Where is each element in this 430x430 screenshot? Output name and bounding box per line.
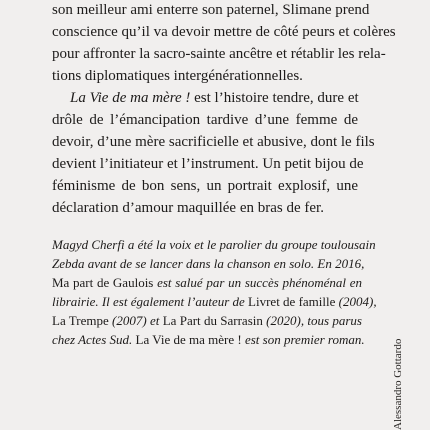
synopsis-line-3: pour affronter la sacro-sainte ancêtre et rétablir les rela- [52,46,386,62]
synopsis-line-5 [52,88,358,108]
bio-line-3-text: est salué par un succès phénoménal en [153,275,362,290]
bio-line-4 [52,293,377,310]
synopsis-line-1: son meilleur ami enterre son paternel, Slimane prend [52,2,370,18]
bio-book-sarrasin: La Part du Sarrasin [162,313,263,328]
synopsis-line-10: déclaration d’amour maquillée en bras de fer. [52,200,324,216]
book-title: La Vie de ma mère ! [70,90,191,106]
bio-line-3 [52,274,362,291]
bio-book-gaulois: Ma part de Gaulois [52,275,154,290]
bio-line-5 [52,312,362,329]
bio-line-6 [52,331,365,348]
bio-line-6-text: chez Actes Sud. [52,332,136,347]
bio-line-2: Zebda avant de se lancer dans la chanson en solo. En 2016, [52,256,365,271]
illustration-credit: Alessandro Gottardo [392,338,404,430]
bio-line-4-year: (2004), [335,294,377,309]
bio-line-5-year: (2007) et [108,313,163,328]
bio-book-vie: La Vie de ma mère ! [135,332,242,347]
bio-book-livret: Livret de famille [248,294,336,309]
bio-book-trempe: La Trempe [52,313,109,328]
bio-line-6-end: est son premier roman. [241,332,365,347]
bio-line-5-text: (2020), tous parus [262,313,362,328]
synopsis-line-5-text: est l’histoire tendre, dure et [194,90,359,106]
synopsis-line-8: devient l’initiateur et l’instrument. Un petit bijou de [52,156,364,172]
bio-line-4-text: librairie. Il est également l’auteur de [52,294,249,309]
synopsis-line-4: tions diplomatiques intergénérationnelles. [52,68,303,84]
synopsis-line-6: drôle de l’émancipation tardive d’une femme de [52,112,358,128]
synopsis-line-9: féminisme de bon sens, un portrait explosif, une [52,178,358,194]
synopsis-line-7: devoir, d’une mère sacrificielle et abusive, dont le fils [52,134,375,150]
bio-line-1: Magyd Cherfi a été la voix et le parolier du groupe toulousain [52,237,376,252]
synopsis-line-2: conscience qu’il va devoir mettre de côté peurs et colères [52,24,396,40]
